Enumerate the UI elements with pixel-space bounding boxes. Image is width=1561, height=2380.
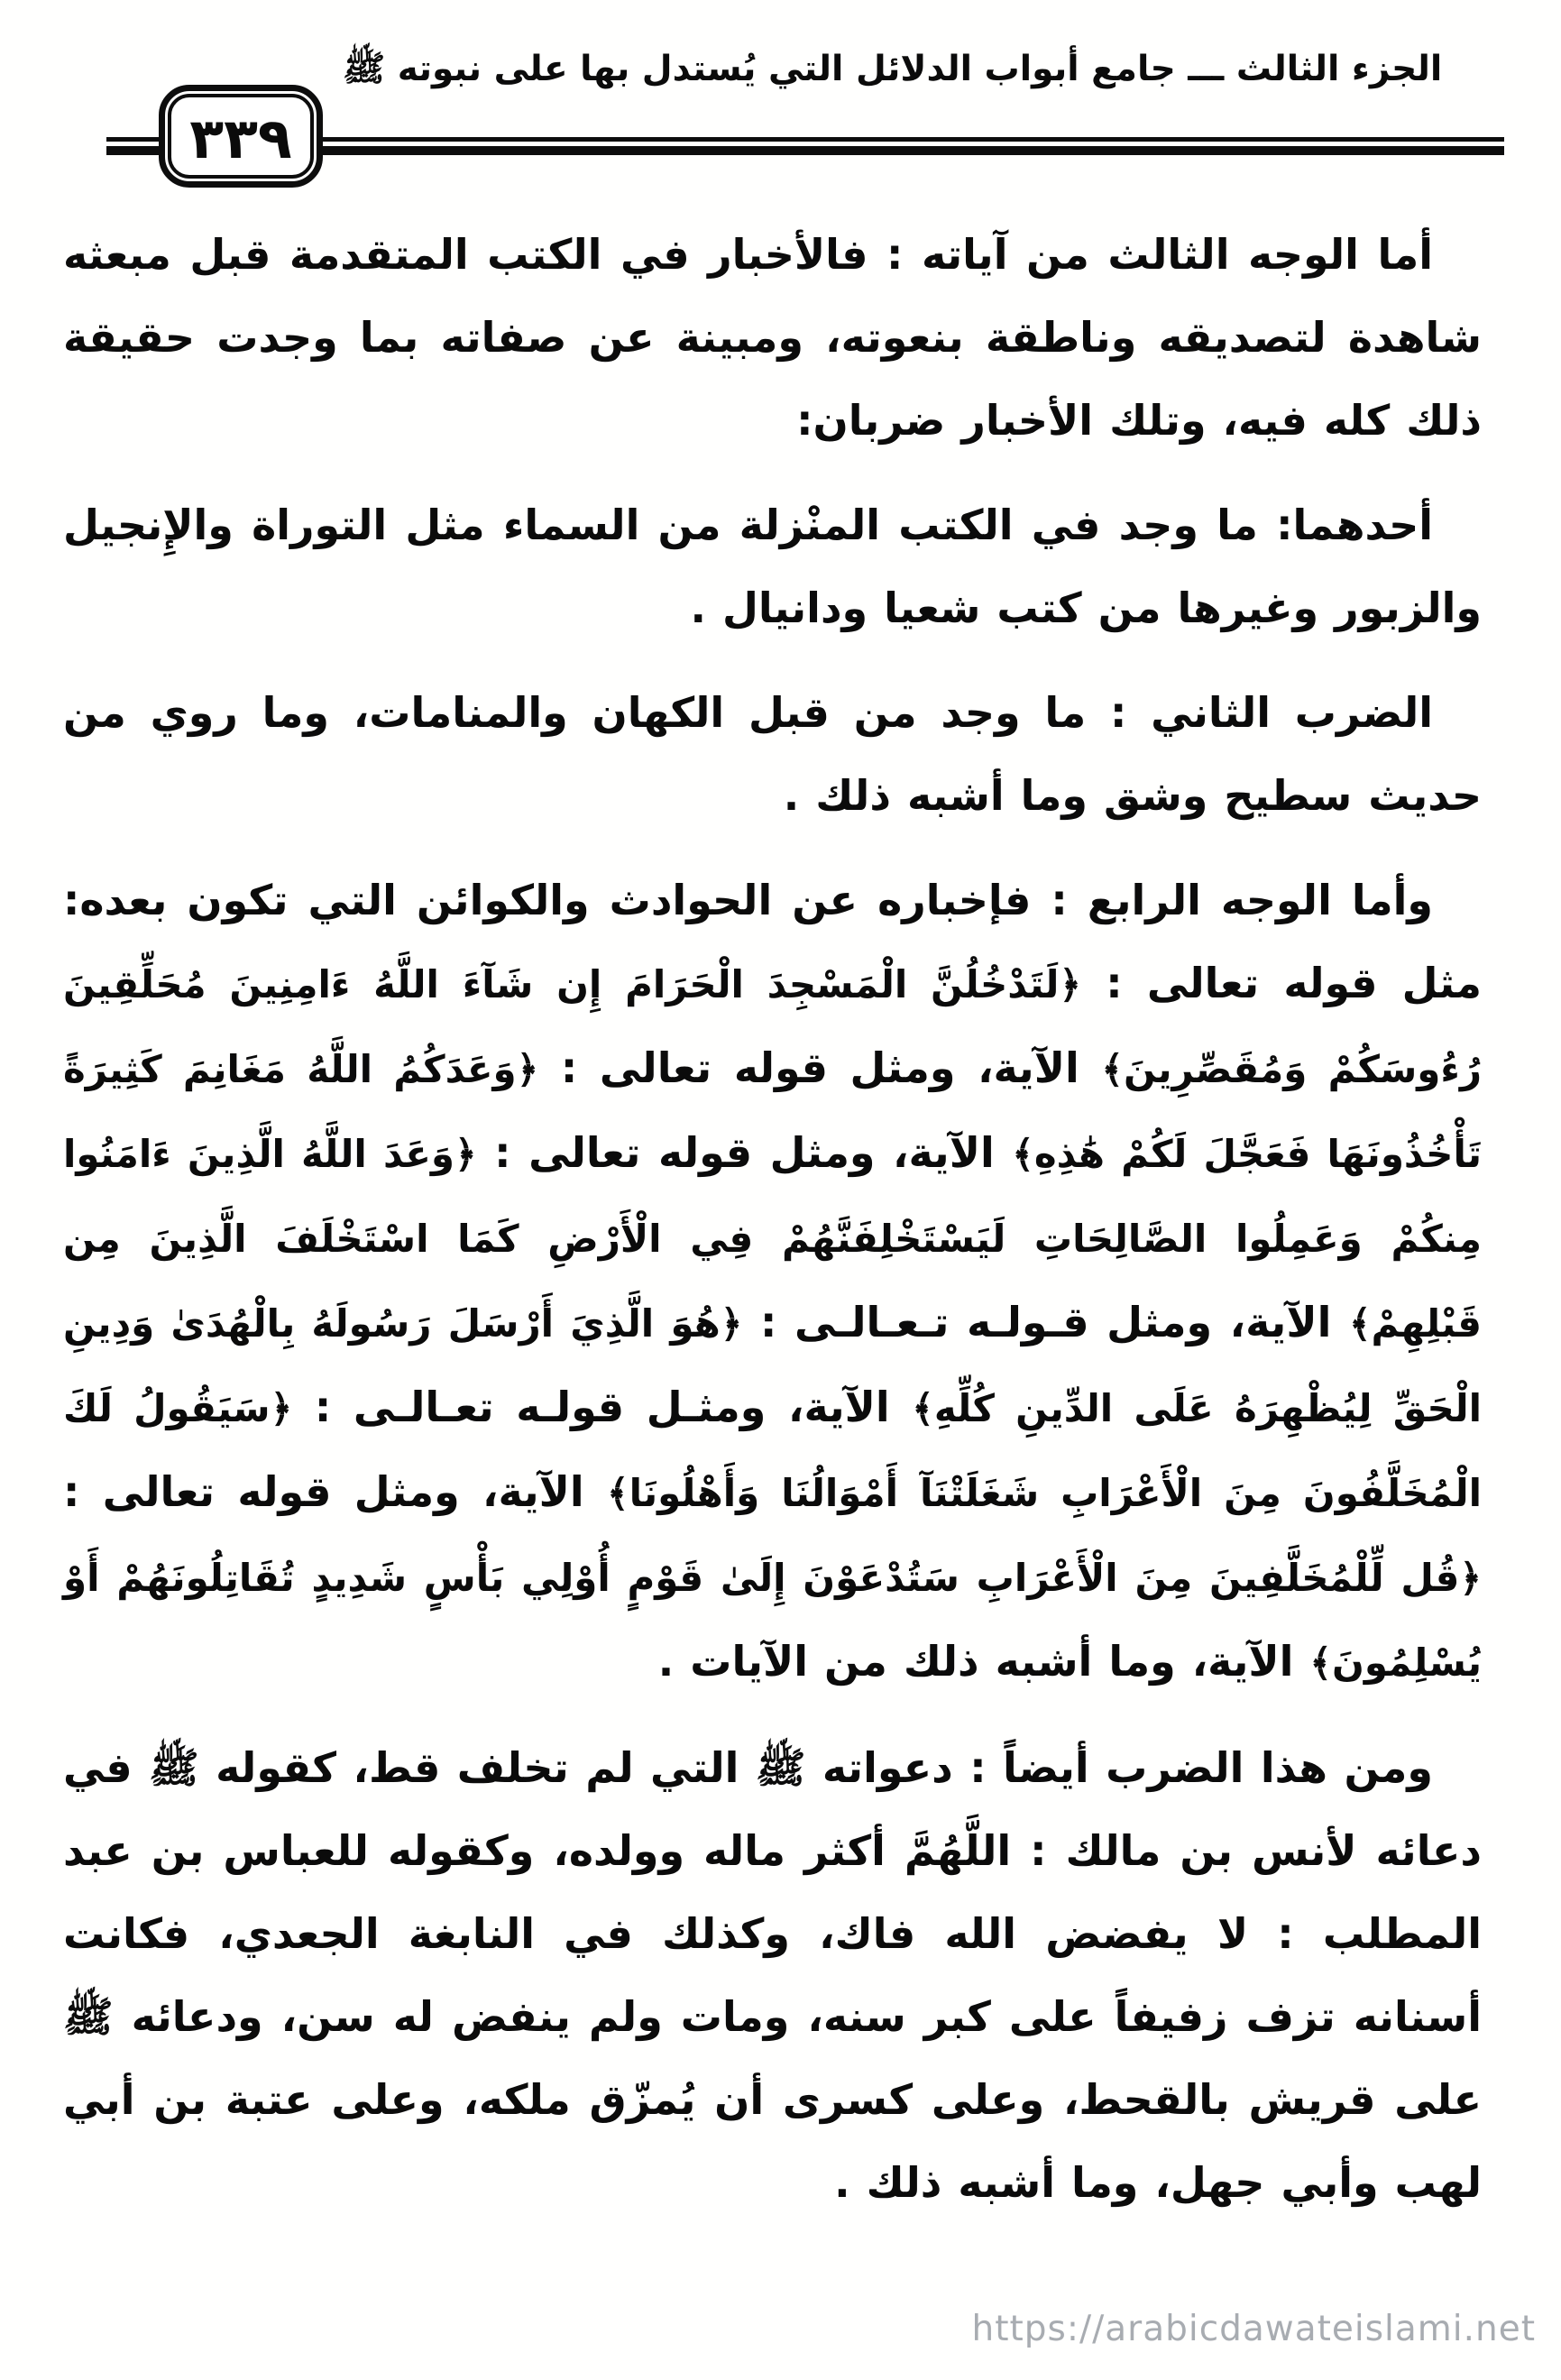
paragraph-lead: وأما الوجه الرابع : [1051, 876, 1433, 924]
paragraph-second-kind [63, 671, 1482, 837]
watermark-link: https://arabicdawateislami.net [971, 2309, 1536, 2349]
paragraph-text: فالأخبار في الكتب المتقدمة قبل مبعثه شاهدة لتصديقه وناطقة بنعوته، ومبينة عن صفاته بما وجدت حقيقة ذلك كله فيه، وتلك الأخبار ضربان: [63, 230, 1482, 445]
quran-verse: ﴿سَيَقُولُ لَكَ الْمُخَلَّفُونَ مِنَ الْأَعْرَابِ شَغَلَتْنَآ أَمْوَالُنَا وَأَهْلُونَا﴾ [63, 1386, 1482, 1515]
paragraph-lead: أما الوجه الثالث من آياته : [886, 230, 1433, 279]
paragraph-text: دعواته ﷺ التي لم تخلف قط، كقوله ﷺ في دعائه لأنس بن مالك : اللَّهُمَّ أكثر ماله وولده، وكقوله للعباس بن عبد المطلب : لا يفضض الله فاك، وكذلك في النابغة الجعدي، فكانت أسنانه تزف زفيفاً على كبر سنه، ومات ولم ينفض له سن، ودعائه ﷺ على قريش بالقحط، وعلى كسرى أن يُمزّق ملكه، وعلى عتبة بن أبي لهب وأبي جهل، وما أشبه ذلك . [63, 1743, 1482, 2207]
paragraph-text: الآية، ومثل قوله تعالى : [538, 1043, 1102, 1092]
paragraph-lead: ومن هذا الضرب أيضاً : [969, 1743, 1433, 1792]
page-number-badge [159, 85, 323, 188]
paragraph-lead: أحدهما: [1276, 501, 1433, 549]
paragraph-text: الآية، ومثل قوله تعالى : [476, 1128, 1013, 1177]
paragraph-lead: الضرب الثاني : [1109, 688, 1433, 737]
header-title: الجزء الثالث ـــ جامع أبواب الدلائل التي يُستدل بها على نبوته ﷺ [343, 49, 1443, 89]
paragraph-fourth-aspect [63, 859, 1482, 1705]
paragraph-first-kind [63, 483, 1482, 649]
quran-verse: ﴿وَعَدَكُمُ اللَّهُ مَغَانِمَ كَثِيرَةً تَأْخُذُونَهَا فَعَجَّلَ لَكُمْ هَٰذِهِ﴾ [63, 1047, 1482, 1176]
paragraph-text: الآية، ومثل قوله تعالى : [63, 1467, 608, 1516]
paragraph-supplications [63, 1726, 1482, 2224]
paragraph-third-aspect [63, 213, 1482, 462]
page-number: ٣٣٩ [189, 106, 292, 171]
quran-verse: ﴿لَتَدْخُلُنَّ الْمَسْجِدَ الْحَرَامَ إِن شَآءَ اللَّهُ ءَامِنِينَ مُحَلِّقِينَ رُءُوسَكُمْ وَمُقَصِّرِينَ﴾ [63, 962, 1483, 1091]
quran-verse: ﴿قُل لِّلْمُخَلَّفِينَ مِنَ الْأَعْرَابِ سَتُدْعَوْنَ إِلَىٰ قَوْمٍ أُوْلِي بَأْسٍ شَدِيدٍ تُقَاتِلُونَهُمْ أَوْ يُسْلِمُونَ﴾ [63, 1556, 1482, 1685]
paragraph-text: ما وجد في الكتب المنْزلة من السماء مثل التوراة والإِنجيل والزبور وغيرها من كتب شعيا ودانيال . [63, 501, 1482, 632]
page-body [63, 213, 1482, 2246]
quran-verse: ﴿وَعَدَ اللَّهُ الَّذِينَ ءَامَنُوا مِنكُمْ وَعَمِلُوا الصَّالِحَاتِ لَيَسْتَخْلِفَنَّهُمْ فِي الْأَرْضِ كَمَا اسْتَخْلَفَ الَّذِينَ مِن قَبْلِهِمْ﴾ [63, 1132, 1482, 1346]
paragraph-text: الآية، ومثل قـولـه تـعـالـى : [742, 1298, 1349, 1346]
paragraph-text: الآية، ومثـل قولـه تعـالـى : [292, 1383, 913, 1431]
paragraph-text: ما وجد من قبل الكهان والمنامات، وما روي من حديث سطيح وشق وما أشبه ذلك . [63, 688, 1482, 820]
paragraph-text: فإخباره عن الحوادث والكوائن التي تكون بعده: مثل قوله تعالى : [63, 876, 1482, 1007]
quran-verse: ﴿هُوَ الَّذِيَ أَرْسَلَ رَسُولَهُ بِالْهُدَىٰ وَدِينِ الْحَقِّ لِيُظْهِرَهُ عَلَى الدِّينِ كُلِّهِ﴾ [63, 1301, 1482, 1430]
paragraph-text: الآية، وما أشبه ذلك من الآيات . [657, 1637, 1310, 1686]
